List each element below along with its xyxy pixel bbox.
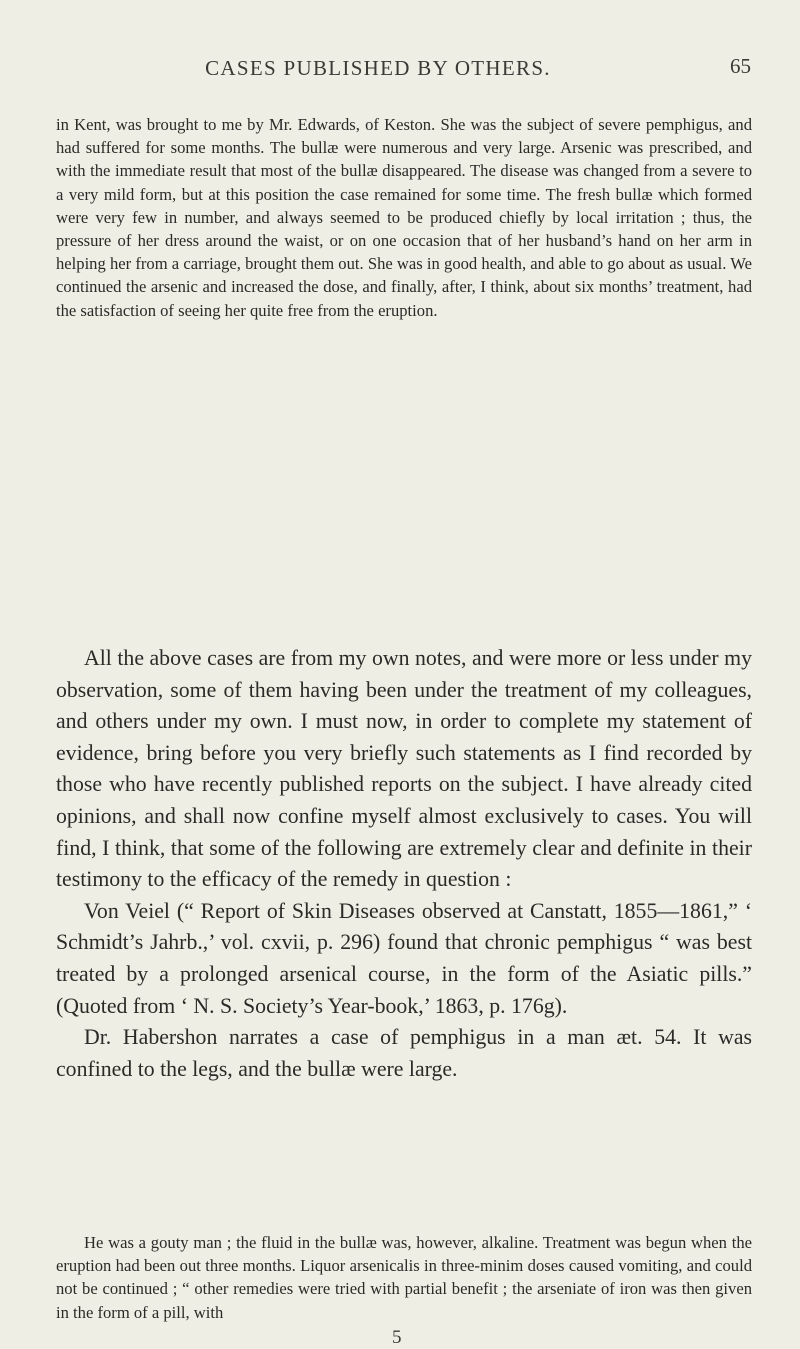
- habershon-paragraph: Dr. Habershon narrates a case of pemphigus in a man æt. 54. It was confined to the legs, and the bullæ were large.: [56, 1025, 752, 1081]
- signature-mark: 5: [392, 1327, 402, 1348]
- quoted-case-block: [56, 1231, 752, 1324]
- main-text-block: [56, 643, 752, 1085]
- main-paragraph: All the above cases are from my own notes, and were more or less under my observation, some of them having been under the treatment of my colleagues, and others under my own. I must now, in order to complete my statement of evidence, bring before you very briefly such statements as I find recorded by those who have recently published reports on the subject. I have already cited opinions, and shall now confine myself almost exclusively to cases. You will find, I think, that some of the following are extremely clear and definite in their testimony to the efficacy of the remedy in question :: [56, 646, 752, 892]
- continued-paragraph-block: [56, 113, 752, 322]
- quoted-case-paragraph: He was a gouty man ; the fluid in the bullæ was, however, alkaline. Treatment was begun when the eruption had been out three months. Liquor arsenicalis in three-minim doses caused vomiting, and could not be continued ; “ other remedies were tried with partial benefit ; the arseniate of iron was then given in the form of a pill, with: [56, 1233, 752, 1322]
- von-veiel-paragraph: Von Veiel (“ Report of Skin Diseases observed at Canstatt, 1855—1861,” ‘ Schmidt’s Jahrb.,’ vol. cxvii, p. 296) found that chronic pemphigus “ was best treated by a prolonged arsenical course, in the form of the Asiatic pills.” (Quoted from ‘ N. S. Society’s Year-book,’ 1863, p. 176g).: [56, 898, 752, 1018]
- running-head: CASES PUBLISHED BY OTHERS.: [205, 56, 551, 80]
- page-number: 65: [730, 54, 751, 78]
- continued-paragraph: in Kent, was brought to me by Mr. Edwards, of Keston. She was the subject of severe pemphigus, and had suffered for some months. The bullæ were numerous and very large. Arsenic was prescribed, and with the immediate result that most of the bullæ disappeared. The disease was changed from a severe to a very mild form, but at this position the case remained for some time. The fresh bullæ which formed were very few in number, and always seemed to be produced chiefly by local irritation ; thus, the pressure of her dress around the waist, or on one occasion that of her husband’s hand on her arm in helping her from a carriage, brought them out. She was in good health, and able to go about as usual. We continued the arsenic and increased the dose, and finally, after, I think, about six months’ treatment, had the satisfaction of seeing her quite free from the eruption.: [56, 115, 752, 320]
